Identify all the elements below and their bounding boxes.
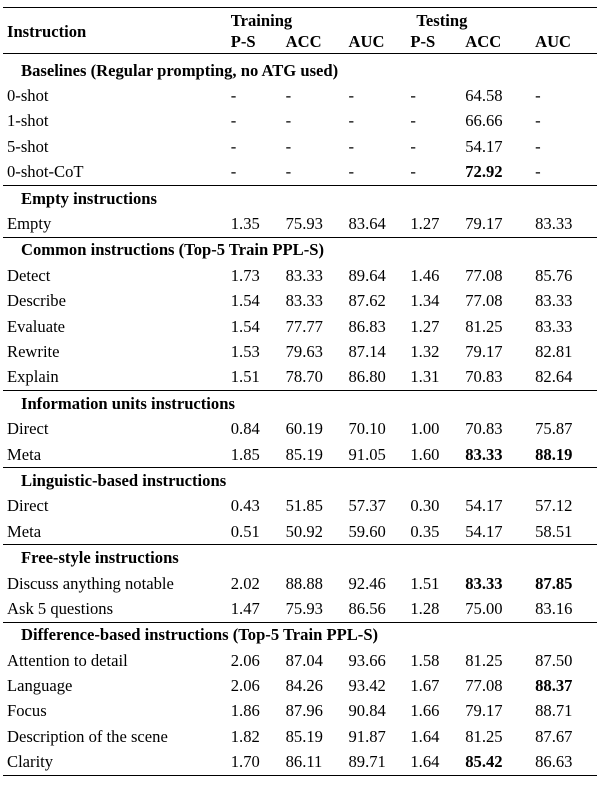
- table-cell: 50.92: [285, 521, 323, 541]
- table-cell: 87.04: [285, 650, 323, 670]
- table-cell: 1.34: [410, 291, 440, 311]
- table-cell: -: [285, 162, 292, 182]
- train-auc-header: AUC: [348, 32, 385, 51]
- table-cell: 79.17: [465, 701, 503, 721]
- table-row: [3, 416, 597, 441]
- table-cell: 91.87: [348, 726, 386, 746]
- table-cell: 66.66: [465, 111, 503, 131]
- table-cell: 75.87: [535, 419, 573, 439]
- table-cell: 1.28: [410, 598, 440, 618]
- table-cell: -: [285, 86, 292, 106]
- table-row: [3, 211, 597, 237]
- table-cell: -: [410, 111, 416, 131]
- table-cell: -: [348, 136, 355, 156]
- table-cell: 64.58: [465, 86, 503, 106]
- table-row: [3, 109, 597, 134]
- table-cell: -: [535, 162, 541, 182]
- table-cell: 87.85: [535, 573, 573, 593]
- table-row: [3, 648, 597, 673]
- table-cell: 58.51: [535, 521, 573, 541]
- row-label: Meta: [7, 521, 42, 541]
- row-label: Discuss anything notable: [7, 573, 174, 593]
- table-row: [3, 289, 597, 314]
- table-cell: 82.81: [535, 341, 573, 361]
- table-cell: 75.93: [285, 214, 323, 234]
- table-cell: 77.08: [465, 265, 503, 285]
- table-cell: -: [348, 111, 355, 131]
- table-cell: 1.32: [410, 341, 440, 361]
- table-cell: 79.17: [465, 341, 503, 361]
- table-cell: 70.83: [465, 367, 503, 387]
- table-cell: 1.85: [230, 444, 260, 464]
- table-cell: 1.64: [410, 726, 440, 746]
- table-cell: 2.06: [230, 650, 260, 670]
- table-cell: 88.88: [285, 573, 323, 593]
- table-cell: 79.17: [465, 214, 503, 234]
- table-row: [3, 596, 597, 622]
- section-title: Free-style instructions: [3, 545, 597, 571]
- table-cell: 83.16: [535, 598, 573, 618]
- table-cell: 83.33: [285, 291, 323, 311]
- training-header: Training: [225, 8, 411, 32]
- table-cell: 1.00: [410, 419, 440, 439]
- table-cell: -: [535, 111, 541, 131]
- table-cell: 90.84: [348, 701, 386, 721]
- table-cell: -: [348, 162, 355, 182]
- table-row: [3, 339, 597, 364]
- row-label: Empty: [7, 214, 52, 234]
- table-cell: 54.17: [465, 136, 503, 156]
- table-cell: 87.67: [535, 726, 573, 746]
- table-cell: 84.26: [285, 676, 323, 696]
- table-cell: 1.47: [230, 598, 260, 618]
- section-title: Common instructions (Top-5 Train PPL-S): [3, 237, 597, 263]
- train-acc-header: ACC: [285, 32, 322, 51]
- table-cell: 86.11: [286, 750, 349, 776]
- row-label: Detect: [7, 265, 51, 285]
- table-cell: 1.70: [225, 750, 286, 776]
- table-cell: 0.43: [230, 496, 260, 516]
- table-row: [3, 699, 597, 724]
- header-row-groups: [3, 8, 597, 32]
- table-cell: 59.60: [348, 521, 386, 541]
- table-cell: 75.93: [285, 598, 323, 618]
- table-cell: 83.33: [285, 265, 323, 285]
- table-cell: 57.12: [535, 496, 573, 516]
- row-label: Rewrite: [7, 341, 60, 361]
- row-label: Evaluate: [7, 316, 66, 336]
- table-row: [3, 494, 597, 519]
- table-cell: 0.35: [410, 521, 440, 541]
- table-cell: 0.51: [230, 521, 260, 541]
- section-header-row: [3, 391, 597, 417]
- table-cell: 85.42: [465, 750, 535, 776]
- table-cell: 88.71: [535, 701, 573, 721]
- table-cell: 1.54: [230, 291, 260, 311]
- table-cell: 60.19: [285, 419, 323, 439]
- section-header-row: [3, 54, 597, 84]
- table-cell: 1.64: [410, 750, 465, 776]
- table-row: [3, 365, 597, 391]
- table-row: [3, 442, 597, 468]
- row-label: Clarity: [3, 750, 225, 776]
- table-cell: 51.85: [285, 496, 323, 516]
- table-cell: 83.33: [465, 444, 503, 464]
- table-row: [3, 519, 597, 545]
- table-row: [3, 750, 597, 776]
- train-ps-header: P-S: [230, 32, 256, 51]
- row-label: 0-shot: [7, 86, 49, 106]
- table-row: [3, 83, 597, 108]
- section-title: Linguistic-based instructions: [3, 468, 597, 494]
- table-cell: 89.71: [349, 750, 411, 776]
- table-cell: 77.08: [465, 291, 503, 311]
- table-cell: -: [535, 136, 541, 156]
- row-label: 1-shot: [7, 111, 49, 131]
- section-title: Baselines (Regular prompting, no ATG used): [3, 54, 597, 84]
- table-cell: 1.35: [230, 214, 260, 234]
- table-cell: 92.46: [348, 573, 386, 593]
- table-cell: 83.64: [348, 214, 386, 234]
- table-cell: -: [535, 86, 541, 106]
- table-cell: 1.86: [230, 701, 260, 721]
- row-label: Direct: [7, 419, 49, 439]
- table-row: [3, 314, 597, 339]
- table-cell: 2.06: [230, 676, 260, 696]
- table-cell: -: [230, 136, 237, 156]
- table-row: [3, 673, 597, 698]
- table-cell: 82.64: [535, 367, 573, 387]
- table-cell: 1.58: [410, 650, 440, 670]
- row-label: Description of the scene: [7, 726, 168, 746]
- row-label: Language: [7, 676, 73, 696]
- section-header-row: [3, 622, 597, 648]
- table-cell: 83.33: [465, 573, 503, 593]
- table-cell: 88.19: [535, 444, 573, 464]
- table-cell: -: [285, 111, 292, 131]
- table-cell: -: [410, 86, 416, 106]
- table-cell: 1.66: [410, 701, 440, 721]
- table-cell: 81.25: [465, 726, 503, 746]
- table-cell: 72.92: [465, 162, 503, 182]
- table-cell: 70.83: [465, 419, 503, 439]
- table-cell: 54.17: [465, 521, 503, 541]
- row-label: Meta: [7, 444, 42, 464]
- section-header-row: [3, 468, 597, 494]
- table-cell: 1.82: [230, 726, 260, 746]
- table-cell: 85.76: [535, 265, 573, 285]
- table-cell: 86.56: [348, 598, 386, 618]
- table-cell: -: [230, 162, 237, 182]
- table-cell: 1.60: [410, 444, 440, 464]
- row-label: Focus: [7, 701, 47, 721]
- table-cell: 93.66: [348, 650, 386, 670]
- table-cell: 85.19: [285, 726, 323, 746]
- table-cell: 86.80: [348, 367, 386, 387]
- table-cell: 79.63: [285, 341, 323, 361]
- table-cell: 1.27: [410, 214, 440, 234]
- section-title: Information units instructions: [3, 391, 597, 417]
- table-cell: 0.84: [230, 419, 260, 439]
- table-row: [3, 571, 597, 596]
- table-cell: -: [410, 162, 416, 182]
- table-cell: 57.37: [348, 496, 386, 516]
- section-title: Difference-based instructions (Top-5 Train PPL-S): [3, 622, 597, 648]
- table-cell: -: [230, 86, 237, 106]
- table-cell: 93.42: [348, 676, 386, 696]
- table-cell: 78.70: [285, 367, 323, 387]
- row-label: Describe: [7, 291, 66, 311]
- table-row: [3, 263, 597, 288]
- table-cell: 0.30: [410, 496, 440, 516]
- test-acc-header: ACC: [465, 32, 502, 51]
- row-label: Ask 5 questions: [7, 598, 114, 618]
- table-cell: -: [348, 86, 355, 106]
- table-cell: 83.33: [535, 214, 573, 234]
- table-cell: 86.63: [535, 750, 597, 776]
- table-cell: -: [285, 136, 292, 156]
- test-auc-header: AUC: [535, 32, 572, 51]
- table-cell: 89.64: [348, 265, 386, 285]
- table-cell: 1.53: [230, 341, 260, 361]
- table-cell: 88.37: [535, 676, 573, 696]
- row-label: 0-shot-CoT: [7, 162, 84, 182]
- table-cell: 91.05: [348, 444, 386, 464]
- table-cell: 77.08: [465, 676, 503, 696]
- row-label: Explain: [7, 367, 59, 387]
- table-cell: 85.19: [285, 444, 323, 464]
- row-label: Direct: [7, 496, 49, 516]
- table-cell: 54.17: [465, 496, 503, 516]
- table-row: [3, 134, 597, 159]
- table-cell: 1.51: [410, 573, 440, 593]
- row-label: 5-shot: [7, 136, 49, 156]
- table-cell: 70.10: [348, 419, 386, 439]
- table-cell: 1.51: [230, 367, 260, 387]
- testing-header: Testing: [410, 8, 597, 32]
- table-cell: 87.14: [348, 341, 386, 361]
- table-cell: 2.02: [230, 573, 260, 593]
- section-header-row: [3, 185, 597, 211]
- table-cell: 1.31: [410, 367, 440, 387]
- table-cell: -: [230, 111, 237, 131]
- table-cell: 83.33: [535, 291, 573, 311]
- table-cell: 1.27: [410, 316, 440, 336]
- table-cell: 81.25: [465, 316, 503, 336]
- table-body: [3, 54, 597, 776]
- section-title: Empty instructions: [3, 185, 597, 211]
- table-cell: 75.00: [465, 598, 503, 618]
- instruction-header: Instruction: [3, 8, 225, 54]
- test-ps-header: P-S: [410, 32, 436, 51]
- table-cell: 1.46: [410, 265, 440, 285]
- table-cell: 77.77: [285, 316, 323, 336]
- table-cell: 1.73: [230, 265, 260, 285]
- table-cell: 86.83: [348, 316, 386, 336]
- table-cell: 83.33: [535, 316, 573, 336]
- table-cell: 87.62: [348, 291, 386, 311]
- table-row: [3, 160, 597, 186]
- table-cell: 1.54: [230, 316, 260, 336]
- table-row: [3, 724, 597, 749]
- table-cell: 87.50: [535, 650, 573, 670]
- table-cell: -: [410, 136, 416, 156]
- results-table: [3, 7, 597, 776]
- section-header-row: [3, 545, 597, 571]
- table-cell: 1.67: [410, 676, 440, 696]
- table-cell: 81.25: [465, 650, 503, 670]
- table-cell: 87.96: [285, 701, 323, 721]
- row-label: Attention to detail: [7, 650, 128, 670]
- section-header-row: [3, 237, 597, 263]
